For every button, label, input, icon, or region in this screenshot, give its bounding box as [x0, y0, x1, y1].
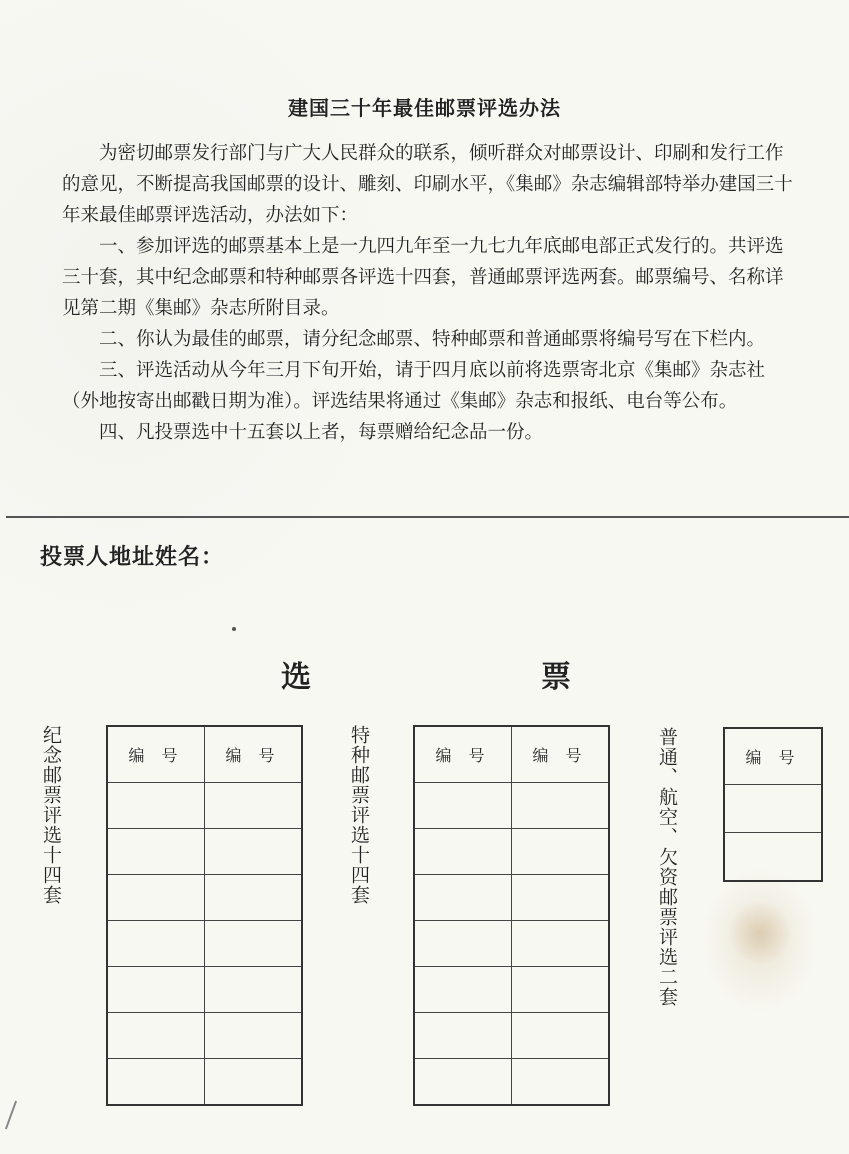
table-row: [107, 783, 302, 829]
column-header: 编 号: [414, 726, 512, 783]
rule-item-2: 二、你认为最佳的邮票，请分纪念邮票、特种邮票和普通邮票将编号写在下栏内。: [99, 329, 766, 350]
number-cell[interactable]: [512, 967, 610, 1013]
number-cell[interactable]: [107, 967, 205, 1013]
number-cell[interactable]: [107, 783, 205, 829]
rules-intro: 为密切邮票发行部门与广大人民群众的联系，倾听群众对邮票设计、印刷和发行工作的意见，不断提高我国邮票的设计、雕刻、印刷水平，《集邮》杂志编辑部特举办建国三十年来最佳邮票评选活动，办法如下：: [62, 143, 793, 226]
table-row: [107, 829, 302, 875]
ink-dot: [232, 627, 236, 631]
number-cell[interactable]: [414, 967, 512, 1013]
rule-item-1: 一、参加评选的邮票基本上是一九四九年至一九七九年底邮电部正式发行的。共评选三十套，其中纪念邮票和特种邮票各评选十四套，普通邮票评选两套。邮票编号、名称详见第二期《集邮》杂志所附目录。: [62, 236, 784, 319]
column-header: 编 号: [724, 728, 822, 785]
cut-line-divider: [6, 516, 849, 518]
table-header-row: [107, 726, 302, 783]
table-row: [107, 875, 302, 921]
rule-item-3: 三、评选活动从今年三月下旬开始，请于四月底以前将选票寄北京《集邮》杂志社（外地按寄出邮戳日期为准）。评选结果将通过《集邮》杂志和报纸、电台等公布。: [62, 360, 766, 412]
page-title: 建国三十年最佳邮票评选办法: [288, 96, 561, 120]
number-cell[interactable]: [512, 829, 610, 875]
number-cell[interactable]: [107, 1013, 205, 1059]
special-section-label: 特种邮票评选十四套: [348, 725, 370, 905]
number-cell[interactable]: [414, 829, 512, 875]
number-cell[interactable]: [205, 1059, 303, 1106]
number-cell[interactable]: [205, 783, 303, 829]
table-row: [414, 921, 609, 967]
column-header: 编 号: [512, 726, 610, 783]
number-cell[interactable]: [107, 921, 205, 967]
number-cell[interactable]: [512, 875, 610, 921]
column-header: 编 号: [107, 726, 205, 783]
commemorative-section-label: 纪念邮票评选十四套: [40, 725, 62, 905]
table-header-row: [414, 726, 609, 783]
number-cell[interactable]: [414, 921, 512, 967]
number-cell[interactable]: [205, 921, 303, 967]
column-header: 编 号: [205, 726, 303, 783]
table-header-row: [724, 728, 822, 785]
voter-address-name-label: 投票人地址姓名：: [40, 545, 225, 570]
table-row: [414, 1059, 609, 1106]
rule-item-4: 四、凡投票选中十五套以上者，每票赠给纪念品一份。: [99, 422, 544, 443]
table-row: [724, 785, 822, 833]
ballot-heading-char-2: 票: [541, 660, 571, 695]
table-row: [414, 967, 609, 1013]
number-cell[interactable]: [414, 875, 512, 921]
number-cell[interactable]: [107, 1059, 205, 1106]
table-row: [414, 783, 609, 829]
number-cell[interactable]: [205, 1013, 303, 1059]
number-cell[interactable]: [512, 1059, 610, 1106]
number-cell[interactable]: [414, 783, 512, 829]
table-row: [724, 833, 822, 882]
table-row: [414, 1013, 609, 1059]
number-cell[interactable]: [107, 875, 205, 921]
table-row: [414, 875, 609, 921]
commemorative-number-table: [106, 725, 303, 1106]
ballot-heading-char-1: 选: [281, 660, 311, 695]
rules-text: [62, 138, 800, 448]
table-row: [414, 829, 609, 875]
number-cell[interactable]: [512, 921, 610, 967]
number-cell[interactable]: [512, 1013, 610, 1059]
regular-section-label: 普通、航空、欠资邮票评选二套: [656, 727, 678, 1007]
number-cell[interactable]: [205, 875, 303, 921]
special-number-table: [413, 725, 610, 1106]
number-cell[interactable]: [414, 1059, 512, 1106]
table-row: [107, 967, 302, 1013]
paper-stain: [730, 898, 790, 968]
regular-number-table: [723, 727, 823, 882]
number-cell[interactable]: [107, 829, 205, 875]
number-cell[interactable]: [512, 783, 610, 829]
number-cell[interactable]: [724, 833, 822, 882]
number-cell[interactable]: [414, 1013, 512, 1059]
table-row: [107, 1059, 302, 1106]
number-cell[interactable]: [205, 967, 303, 1013]
table-row: [107, 1013, 302, 1059]
number-cell[interactable]: [205, 829, 303, 875]
number-cell[interactable]: [724, 785, 822, 833]
table-row: [107, 921, 302, 967]
